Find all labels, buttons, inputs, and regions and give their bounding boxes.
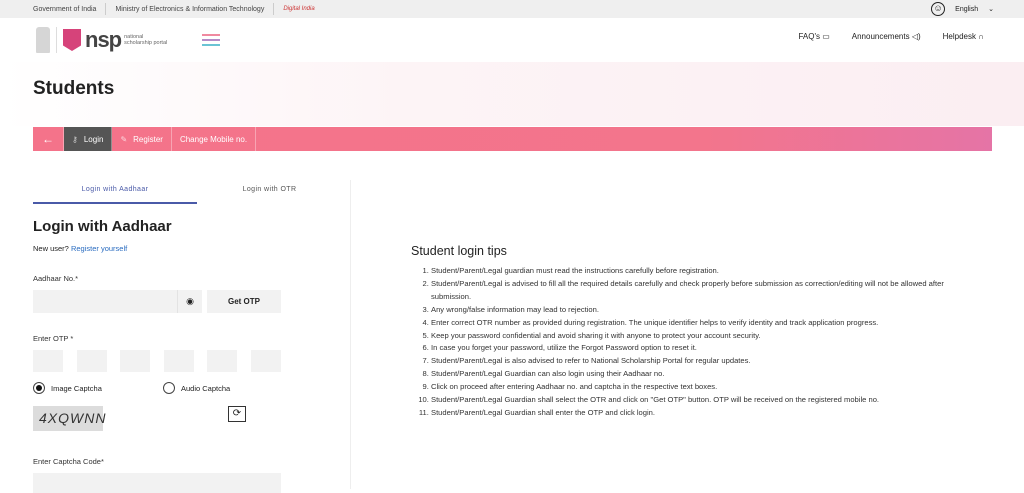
aadhaar-input[interactable] (33, 290, 177, 313)
register-link[interactable]: Register yourself (70, 244, 128, 253)
header (0, 18, 1024, 62)
back-button[interactable]: ← (33, 127, 64, 151)
login-form (33, 178, 297, 493)
tip-item: 5. Keep your password confidential and avoid sharing it with anyone to protect your account security. (431, 330, 981, 343)
faq-link[interactable] (798, 32, 829, 41)
announcements-label: Announcements (851, 32, 910, 41)
tip-item: 7. Student/Parent/Legal is also advised to refer to National Scholarship Portal for regular updates. (431, 355, 981, 368)
otp-digit-2[interactable] (77, 350, 107, 372)
emblem-logo (36, 27, 50, 53)
image-captcha-radio[interactable] (33, 382, 45, 394)
audio-captcha-radio[interactable] (163, 382, 175, 394)
tip-item: 9. Click on proceed after entering Aadhaar no. and captcha in the respective text boxes. (431, 381, 981, 394)
digital-india-logo[interactable]: Digital India (283, 6, 315, 12)
tip-item: 8. Student/Parent/Legal Guardian can also login using their Aadhaar no. (431, 368, 981, 381)
otp-digit-5[interactable] (207, 350, 237, 372)
tab-register-label: Register (133, 134, 163, 144)
tip-item: 3. Any wrong/false information may lead to rejection. (431, 304, 981, 317)
tips-title: Student login tips (411, 244, 507, 258)
captcha-input[interactable] (33, 473, 281, 493)
otp-label: Enter OTP * (33, 334, 74, 343)
tip-item: 4. Enter correct OTR number as provided during registration. The unique identifier helps to verify identity and track application progress. (431, 317, 981, 330)
top-bar (0, 0, 1024, 18)
tip-item: 11. Student/Parent/Legal Guardian shall enter the OTP and click login. (431, 407, 981, 420)
otp-digit-4[interactable] (164, 350, 194, 372)
otp-digit-3[interactable] (120, 350, 150, 372)
key-icon: ⚷ (72, 134, 78, 144)
tab-login-label: Login (83, 134, 104, 144)
helpdesk-label: Helpdesk (942, 32, 977, 41)
language-select[interactable]: English (955, 5, 979, 13)
hamburger-menu-icon[interactable] (202, 31, 220, 49)
logo-text[interactable]: nsp (85, 27, 122, 52)
refresh-icon[interactable]: ⟳ (228, 406, 246, 422)
captcha-label: Enter Captcha Code* (33, 457, 104, 466)
hero (0, 62, 1024, 126)
tip-item: 1. Student/Parent/Legal guardian must read the instructions carefully before registration. (431, 265, 981, 278)
tip-item: 10. Student/Parent/Legal Guardian shall select the OTR and click on "Get OTP" button. OTP will be received on the registered mobile no. (431, 394, 981, 407)
tip-item: 2. Student/Parent/Legal is advised to fill all the required details carefully and check properly before submission as correction/editing will not be allowed after submission. (431, 278, 981, 304)
chevron-down-icon[interactable]: ⌄ (988, 6, 994, 13)
headset-icon: ∩ (978, 32, 984, 41)
chat-icon: ▭ (822, 32, 830, 41)
aadhaar-label: Aadhaar No.* (33, 274, 79, 283)
image-captcha-label: Image Captcha (51, 383, 102, 393)
otp-digit-1[interactable] (33, 350, 63, 372)
sub-nav (33, 127, 992, 151)
tab-login-otr[interactable]: Login with OTR (242, 186, 297, 193)
tab-login-aadhaar[interactable]: Login with Aadhaar (33, 178, 197, 204)
logo-subtext: national scholarship portal (124, 34, 168, 46)
tip-item: 6. In case you forget your password, utilize the Forgot Password option to reset it. (431, 342, 981, 355)
otp-digit-6[interactable] (251, 350, 281, 372)
tab-register[interactable] (112, 127, 172, 151)
audio-captcha-label: Audio Captcha (181, 383, 231, 393)
captcha-image: 4XQWNN (33, 406, 103, 431)
edit-icon: ✎ (120, 134, 128, 144)
tab-login[interactable] (64, 127, 112, 151)
nsp-shield-logo[interactable] (63, 29, 81, 51)
new-user-text: New user? (33, 244, 69, 253)
faq-label: FAQ's (798, 32, 820, 41)
top-right (931, 2, 994, 16)
gov-link[interactable]: Government of India (33, 5, 97, 13)
get-otp-button[interactable]: Get OTP (207, 290, 281, 313)
helpdesk-link[interactable] (943, 32, 984, 41)
ministry-link[interactable]: Ministry of Electronics & Information Technology (115, 5, 265, 13)
megaphone-icon: ◁) (911, 32, 921, 41)
tab-change-mobile-label: Change Mobile no. (179, 134, 248, 144)
eye-icon[interactable]: ◉ (177, 290, 202, 313)
accessibility-icon[interactable]: ☺ (931, 2, 945, 16)
page-title: Students (33, 78, 115, 99)
tab-change-mobile[interactable] (172, 127, 256, 151)
announcements-link[interactable] (852, 32, 921, 41)
login-tips (411, 244, 981, 420)
form-heading: Login with Aadhaar (33, 218, 172, 235)
